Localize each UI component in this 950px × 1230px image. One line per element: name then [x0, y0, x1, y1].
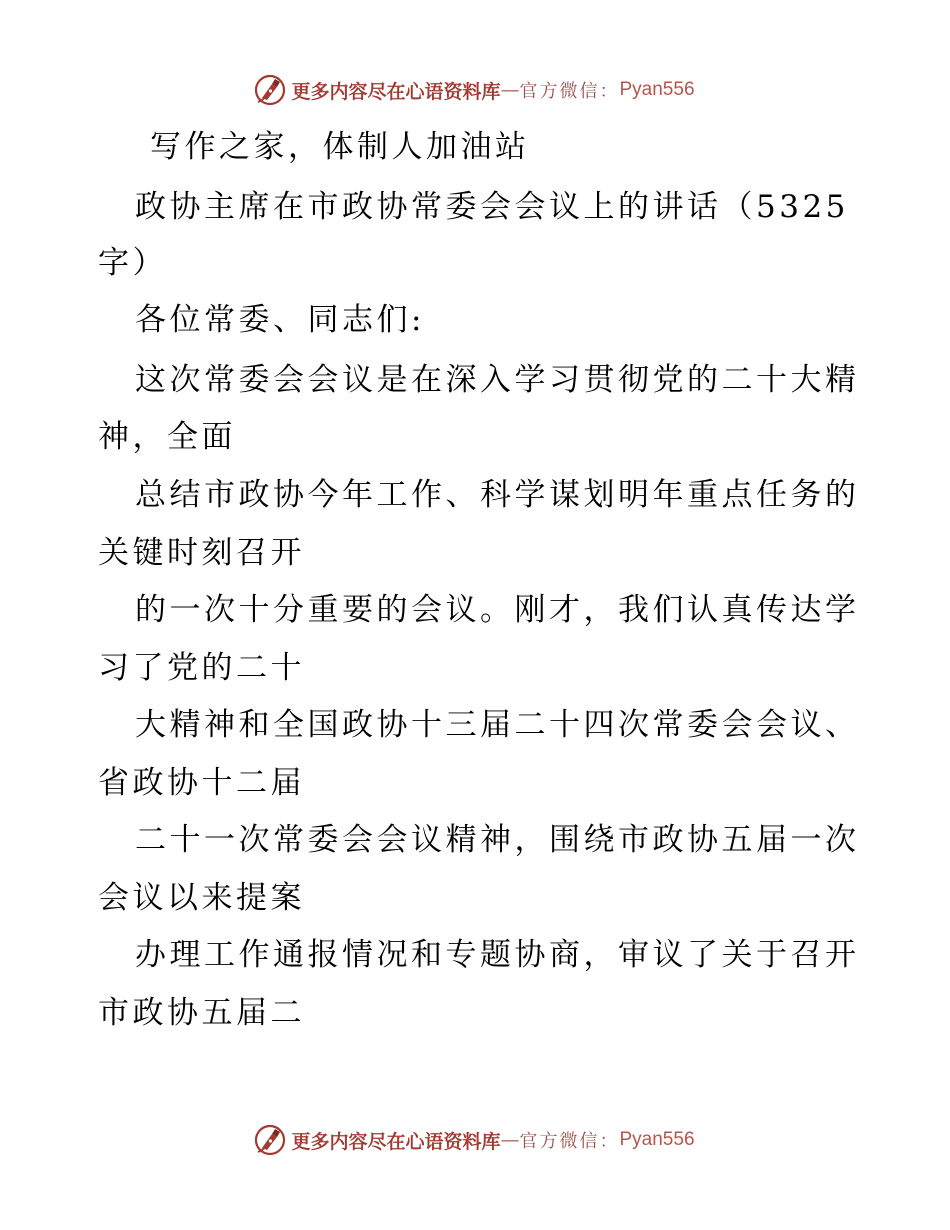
banner-slogan: 更多内容尽在心语资料库: [291, 1130, 501, 1153]
greeting: 各位常委、同志们:: [135, 302, 425, 338]
paragraph-line: 关键时刻召开: [98, 535, 305, 571]
paragraph-line: 省政协十二届: [98, 765, 305, 801]
banner-dash: —: [500, 1129, 520, 1151]
header-banner: [0, 70, 950, 110]
banner-slogan: 更多内容尽在心语资料库: [291, 80, 501, 103]
banner-official-label: 官方微信：: [519, 1131, 620, 1152]
paragraph-line: 神，全面: [98, 419, 236, 455]
banner-official-label: 官方微信：: [519, 81, 620, 102]
header-line: 写作之家，体制人加油站: [150, 129, 530, 165]
title-line-1: 政协主席在市政协常委会会议上的讲话（5325: [135, 189, 849, 225]
banner-wechat-id: Pyan556: [619, 1129, 695, 1150]
pen-nib-logo-icon: [253, 1123, 287, 1157]
paragraph-line: 总结市政协今年工作、科学谋划明年重点任务的: [135, 477, 860, 513]
paragraph-line: 会议以来提案: [98, 880, 305, 916]
paragraph-line: 办理工作通报情况和专题协商，审议了关于召开: [135, 937, 860, 973]
paragraph-line: 的一次十分重要的会议。刚才，我们认真传达学: [135, 592, 860, 628]
paragraph-line: 大精神和全国政协十三届二十四次常委会会议、: [135, 707, 860, 743]
banner-dash: —: [500, 79, 520, 101]
paragraph-line: 市政协五届二: [98, 995, 305, 1031]
title-line-2: 字）: [98, 245, 167, 281]
footer-banner: [0, 1120, 950, 1160]
paragraph-line: 这次常委会会议是在深入学习贯彻党的二十大精: [135, 362, 860, 398]
paragraph-line: 二十一次常委会会议精神，围绕市政协五届一次: [135, 822, 860, 858]
pen-nib-logo-icon: [253, 73, 287, 107]
banner-wechat-id: Pyan556: [619, 79, 695, 100]
paragraph-line: 习了党的二十: [98, 650, 305, 686]
